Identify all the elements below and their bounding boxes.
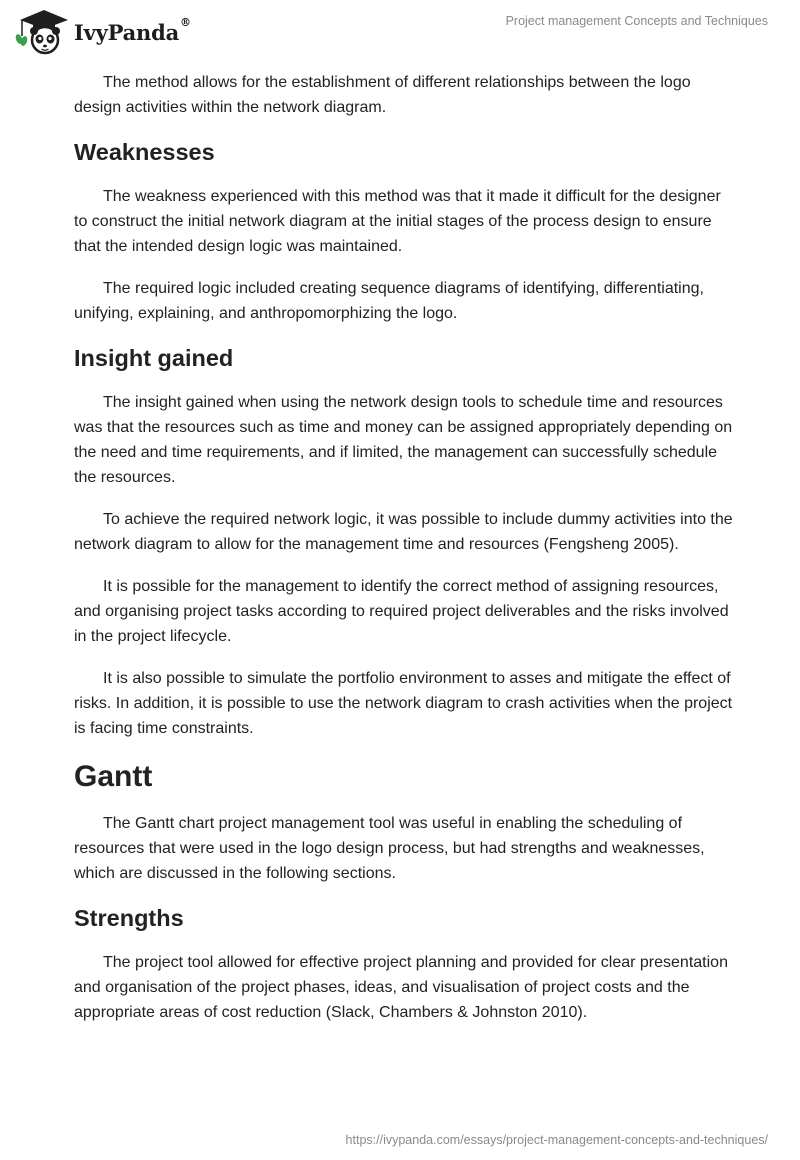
paragraph: To achieve the required network logic, it was possible to include dummy activities into the network diagram to allow for the management time and resources (Fengsheng 2005). [74,511,733,553]
brand-name: IvyPanda® [74,15,191,45]
panda-graduation-cap-logo-icon [14,6,70,56]
paragraph: The weakness experienced with this method was that it made it difficult for the designer to construct the initial network diagram at the initial stages of the process design to ensure that the intended design logic was maintained. [74,188,721,255]
document-title: Project management Concepts and Techniques [505,14,768,28]
section-heading-insight-gained: Insight gained [74,345,234,371]
section-heading-gantt: Gantt [74,760,153,793]
paragraph: The Gantt chart project management tool was useful in enabling the scheduling of resources that were used in the logo design process, but had strengths and weaknesses, which are discussed in the following sections. [74,815,705,882]
source-url[interactable]: https://ivypanda.com/essays/project-management-concepts-and-techniques/ [345,1133,768,1147]
ivypanda-logo[interactable] [14,6,191,56]
registered-mark: ® [180,15,191,29]
paragraph: The required logic included creating sequence diagrams of identifying, differentiating, unifying, explaining, and anthropomorphizing the logo. [74,280,704,322]
section-heading-weaknesses: Weaknesses [74,139,215,165]
page-header [0,0,800,62]
essay-content [74,70,734,1042]
paragraph: The insight gained when using the network design tools to schedule time and resources was that the resources such as time and money can be assigned appropriately depending on the need and time requirements, and if limited, the management can successfully schedule the resources. [74,394,733,486]
paragraph: It is possible for the management to identify the correct method of assigning resources, and organising project tasks according to required project deliverables and the risks involved in the project lifecycle. [74,578,729,645]
paragraph: The project tool allowed for effective project planning and provided for clear presentation and organisation of the project phases, ideas, and visualisation of project costs and the appropriate areas of cost reduction (Slack, Chambers & Johnston 2010). [74,954,728,1021]
paragraph: It is also possible to simulate the portfolio environment to asses and mitigate the effect of risks. In addition, it is possible to use the network diagram to crash activities when the project is facing time constraints. [74,670,733,737]
paragraph: The method allows for the establishment of different relationships between the logo design activities within the network diagram. [74,74,691,116]
section-heading-strengths: Strengths [74,905,184,931]
